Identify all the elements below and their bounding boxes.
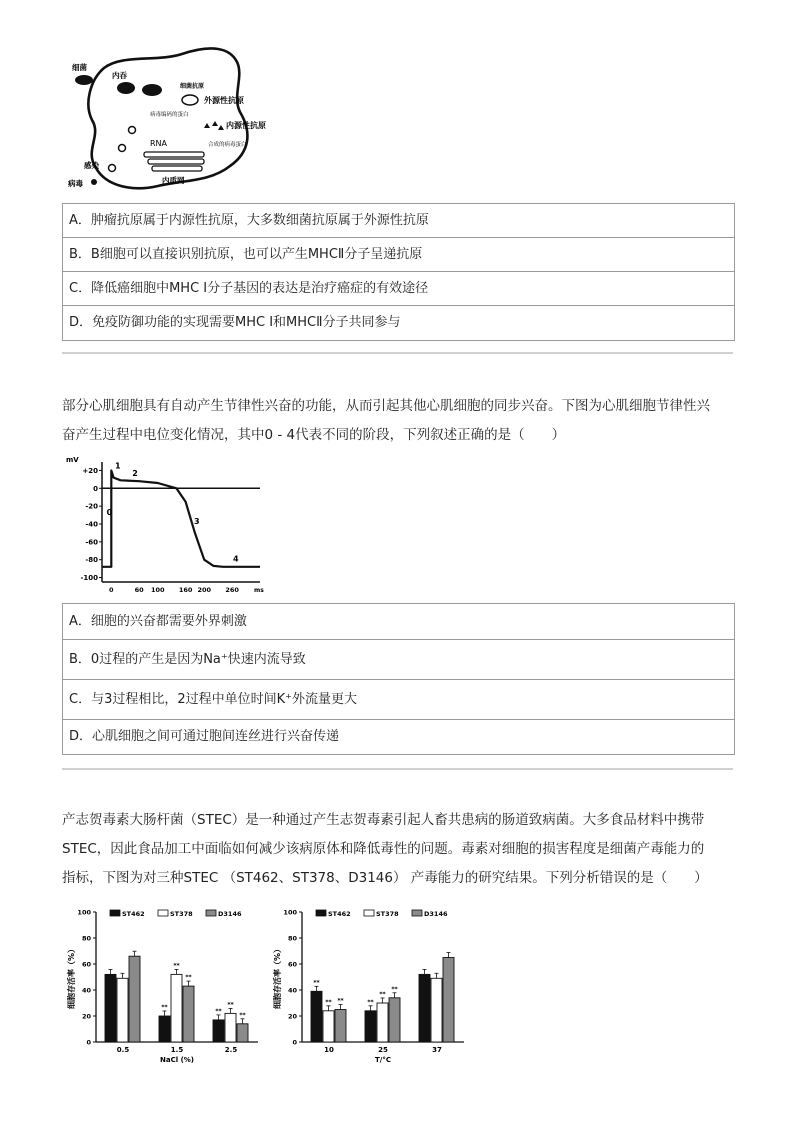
q2-option-b[interactable]: B．0过程的产生是因为Na⁺快速内流导致 [63,640,734,680]
legend-swatch-ST462 [110,910,120,916]
antigen-presentation-diagram [62,40,282,198]
virus-path-1 [109,165,116,172]
y-tick-label: 0 [86,1038,91,1047]
action-potential-chart [62,452,272,600]
q1-option-c[interactable]: C．降低癌细胞中MHC Ⅰ分子基因的表达是治疗癌症的有效途径 [63,272,734,306]
legend-swatch-ST378 [364,910,374,916]
bar-D3146-25 [389,998,400,1042]
bar-ST462-0.5 [105,974,116,1042]
y-tick-label: 100 [77,908,91,917]
bar-ST378-10 [323,1011,334,1042]
bar-ST378-25 [377,1003,388,1042]
y-tick-label: 40 [81,986,91,995]
x-tick-label: 0 [109,586,114,594]
y-axis-label: 细胞存活率（%） [67,944,76,1010]
significance-mark: ** [391,985,398,993]
x-tick-label: 25 [378,1046,388,1054]
y-tick-label: -60 [85,538,98,547]
significance-mark: ** [215,1007,222,1015]
label-endocytosis: 内吞 [112,71,127,80]
legend-swatch-ST378 [158,910,168,916]
bar-D3146-10 [335,1010,346,1043]
q2-stem-line2: 奋产生过程中电位变化情况，其中0 - 4代表不同的阶段，下列叙述正确的是（ ） [62,427,566,443]
y-tick-label: 100 [283,908,297,917]
bar-D3146-37 [443,958,454,1043]
significance-mark: ** [325,998,332,1006]
x-axis-label: T/°C [375,1056,391,1064]
y-tick-label: 80 [81,934,91,943]
x-tick-label: 2.5 [224,1046,238,1054]
label-bacterial-antigen: 细菌抗原 [180,83,205,90]
significance-mark: ** [173,962,180,970]
bar-D3146-0.5 [129,956,140,1042]
legend-swatch-ST462 [316,910,326,916]
significance-mark: ** [367,998,374,1006]
y-tick-label: 60 [81,960,91,969]
er-stack [144,152,204,171]
x-tick-label: 10 [324,1046,334,1054]
q1-options [62,203,735,341]
q2-option-d[interactable]: D．心肌细胞之间可通过胞间连丝进行兴奋传递 [69,729,340,744]
phase-label-2: 2 [132,468,138,478]
bacteria-shape [75,75,93,85]
bar-ST378-1.5 [171,974,182,1042]
q3-stem-line3: 指标，下图为对三种STEC （ST462、ST378、D3146） 产毒能力的研究结果。下列分析错误的是（ ） [62,870,708,886]
nacl-survival-chart [62,900,267,1068]
legend-label-ST462: ST462 [122,910,145,918]
legend-swatch-D3146 [206,910,216,916]
label-infection: 感染 [84,161,99,170]
q3-stem-line2: STEC，因此食品加工中面临如何减少该病原体和降低毒性的问题。毒素对细胞的损害程度是细菌产毒能力的 [62,841,705,857]
y-tick-label: 80 [287,934,297,943]
vesicle-3 [182,95,198,105]
q3-stem [62,806,734,893]
y-tick-label: 40 [287,986,297,995]
bar-ST378-2.5 [225,1013,236,1042]
phase-label-1: 1 [115,461,121,471]
bar-ST462-37 [419,974,430,1042]
y-tick-label: -20 [85,502,98,511]
legend-label-ST378: ST378 [170,910,193,918]
legend-label-D3146: D3146 [424,910,448,918]
x-tick-label: 100 [150,586,165,594]
label-exogenous-antigen: 外源性抗原 [204,96,244,105]
bar-D3146-2.5 [237,1024,248,1042]
label-virus: 病毒 [68,179,83,188]
legend-label-D3146: D3146 [218,910,242,918]
phase-label-4: 4 [233,554,239,564]
label-er: 内质网 [162,176,185,185]
significance-mark: ** [313,979,320,987]
x-axis-label: ms [254,587,264,594]
separator [62,768,733,770]
q3-stem-line1: 产志贺毒素大肠杆菌（STEC）是一种通过产生志贺毒素引起人畜共患病的肠道致病菌。大多食品材料中携带 [62,812,705,828]
virus-dot [91,179,97,185]
q2-option-c[interactable]: C．与3过程相比，2过程中单位时间K⁺外流量更大 [63,680,734,720]
membrane-potential-line [102,468,260,567]
y-tick-label: 0 [292,1038,297,1047]
legend-swatch-D3146 [412,910,422,916]
significance-mark: ** [239,1011,246,1019]
legend-label-ST378: ST378 [376,910,399,918]
label-viral-protein: 病毒编码的蛋白 [150,112,189,118]
y-tick-label: -100 [80,574,98,583]
x-tick-label: 200 [197,586,212,594]
y-axis-label: 细胞存活率（%） [273,944,282,1010]
bar-ST462-25 [365,1011,376,1042]
y-axis-label: mV [66,456,79,464]
significance-mark: ** [185,974,192,982]
bar-ST462-1.5 [159,1016,170,1042]
y-tick-label: 0 [93,484,98,493]
label-endogenous-antigen: 内源性抗原 [226,121,266,130]
x-axis-label: NaCl (%) [160,1056,194,1064]
x-tick-label: 37 [432,1046,442,1054]
significance-mark: ** [161,1004,168,1011]
separator [62,352,733,354]
x-tick-label: 60 [134,586,144,594]
q1-option-d[interactable]: D．免疫防御功能的实现需要MHC Ⅰ和MHCⅡ分子共同参与 [69,315,401,330]
y-tick-label: 20 [287,1012,297,1021]
bar-ST462-10 [311,991,322,1042]
bar-ST378-0.5 [117,978,128,1042]
bar-ST378-37 [431,978,442,1042]
x-tick-label: 160 [178,586,193,594]
significance-mark: ** [379,991,386,998]
label-rna: RNA [150,139,168,148]
label-bacteria: 细菌 [72,63,87,72]
label-synthesized-viral-protein: 合成的病毒蛋白 [208,142,247,148]
y-tick-label: -80 [85,556,98,565]
x-tick-label: 0.5 [116,1046,130,1054]
x-tick-label: 1.5 [170,1046,184,1054]
x-tick-label: 260 [225,586,239,594]
vesicle-1 [117,82,135,94]
q2-options [62,603,735,755]
phase-label-3: 3 [194,517,200,526]
temperature-survival-chart [268,900,473,1068]
vesicle-2 [142,84,162,96]
phase-label-0: 0 [106,508,113,518]
antigen-triangles [204,121,224,130]
bar-D3146-1.5 [183,986,194,1042]
legend-label-ST462: ST462 [328,910,351,918]
q2-stem [62,392,734,450]
q1-option-a[interactable]: A．肿瘤抗原属于内源性抗原，大多数细菌抗原属于外源性抗原 [63,204,734,238]
virus-path-3 [129,127,136,134]
significance-mark: ** [337,997,344,1005]
y-tick-label: -40 [85,520,98,529]
y-tick-label: +20 [82,466,98,475]
q1-option-b[interactable]: B．B细胞可以直接识别抗原，也可以产生MHCⅡ分子呈递抗原 [63,238,734,272]
virus-path-2 [119,145,126,152]
significance-mark: ** [227,1001,234,1009]
y-tick-label: 20 [81,1012,91,1021]
q2-stem-line1: 部分心肌细胞具有自动产生节律性兴奋的功能，从而引起其他心肌细胞的同步兴奋。下图为心肌细胞节律性兴 [62,398,710,414]
bar-ST462-2.5 [213,1020,224,1042]
q2-option-a[interactable]: A．细胞的兴奋都需要外界刺激 [63,604,734,640]
y-tick-label: 60 [287,960,297,969]
